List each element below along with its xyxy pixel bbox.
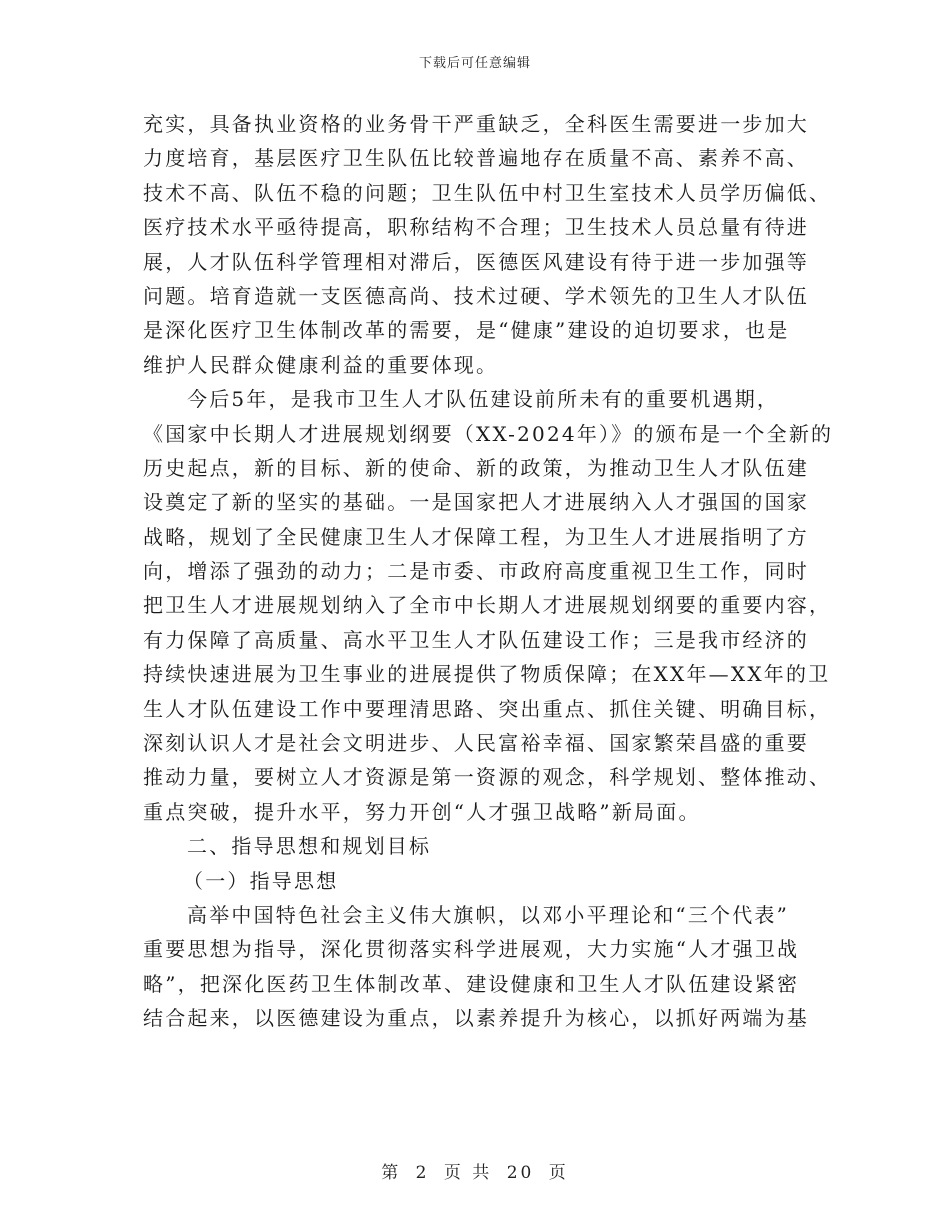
body-line: 生人才队伍建设工作中要理清思路、突出重点、抓住关键、明确目标，: [143, 696, 832, 721]
footer-prefix: 第: [381, 1163, 402, 1183]
body-line: 维护人民群众健康利益的重要体现。: [143, 352, 499, 377]
body-line: 是深化医疗卫生体制改革的需要，是“健康”建设的迫切要求，也是: [143, 318, 790, 343]
footer-middle: 页 共: [443, 1163, 493, 1183]
footer-suffix: 页: [548, 1163, 569, 1183]
document-body: [143, 107, 834, 1036]
body-line: 技术不高、队伍不稳的问题；卫生队伍中村卫生室技术人员学历偏低、: [143, 180, 832, 205]
body-line: 战略，规划了全民健康卫生人才保障工程，为卫生人才进展指明了方: [143, 524, 809, 549]
body-line: 把卫生人才进展规划纳入了全市中长期人才进展规划纲要的重要内容，: [143, 593, 832, 618]
subsection-heading: （一）指导思想: [183, 868, 339, 893]
body-line: 持续快速进展为卫生事业的进展提供了物质保障；在XX年—XX年的卫: [143, 662, 831, 687]
body-line: 《国家中长期人才进展规划纲要（XX-2024年）》的颁布是一个全新的: [143, 421, 834, 446]
page-footer: [0, 1158, 950, 1183]
body-line: 医疗技术水平亟待提高，职称结构不合理；卫生技术人员总量有待进: [143, 215, 809, 240]
total-page-count: 20: [506, 1163, 535, 1183]
body-line: 向，增添了强劲的动力；二是市委、市政府高度重视卫生工作，同时: [143, 559, 809, 584]
body-line: 充实，具备执业资格的业务骨干严重缺乏，全科医生需要进一步加大: [143, 112, 809, 136]
body-line: 展，人才队伍科学管理相对滞后，医德医风建设有待于进一步加强等: [143, 249, 809, 274]
body-line: 历史起点，新的目标、新的使命、新的政策，为推动卫生人才队伍建: [143, 455, 809, 480]
body-line: 力度培育，基层医疗卫生队伍比较普遍地存在质量不高、素养不高、: [143, 146, 809, 171]
section-heading: 二、指导思想和规划目标: [187, 834, 432, 859]
body-line: 有力保障了高质量、高水平卫生人才队伍建设工作；三是我市经济的: [143, 627, 809, 652]
body-line: 问题。培育造就一支医德高尚、技术过硬、学术领先的卫生人才队伍: [143, 283, 809, 308]
body-line: 推动力量，要树立人才资源是第一资源的观念，科学规划、整体推动、: [143, 765, 832, 790]
body-line: 结合起来，以医德建设为重点，以素养提升为核心，以抓好两端为基: [143, 1006, 809, 1031]
body-line: 略”，把深化医药卫生体制改革、建设健康和卫生人才队伍建设紧密: [143, 971, 800, 996]
body-line: 设奠定了新的坚实的基础。一是国家把人才进展纳入人才强国的国家: [143, 490, 809, 515]
body-line: 重点突破，提升水平，努力开创“人才强卫战略”新局面。: [143, 799, 701, 824]
current-page-number: 2: [415, 1163, 430, 1183]
page-header-note: 下载后可任意编辑: [418, 56, 531, 71]
body-line: 深刻认识人才是社会文明进步、人民富裕幸福、国家繁荣昌盛的重要: [143, 731, 809, 756]
paragraph-start-line: 高举中国特色社会主义伟大旗帜，以邓小平理论和“三个代表”: [187, 902, 790, 927]
body-line: 重要思想为指导，深化贯彻落实科学进展观，大力实施“人才强卫战: [143, 937, 800, 962]
paragraph-start-line: 今后5年，是我市卫生人才队伍建设前所未有的重要机遇期，: [187, 387, 780, 412]
